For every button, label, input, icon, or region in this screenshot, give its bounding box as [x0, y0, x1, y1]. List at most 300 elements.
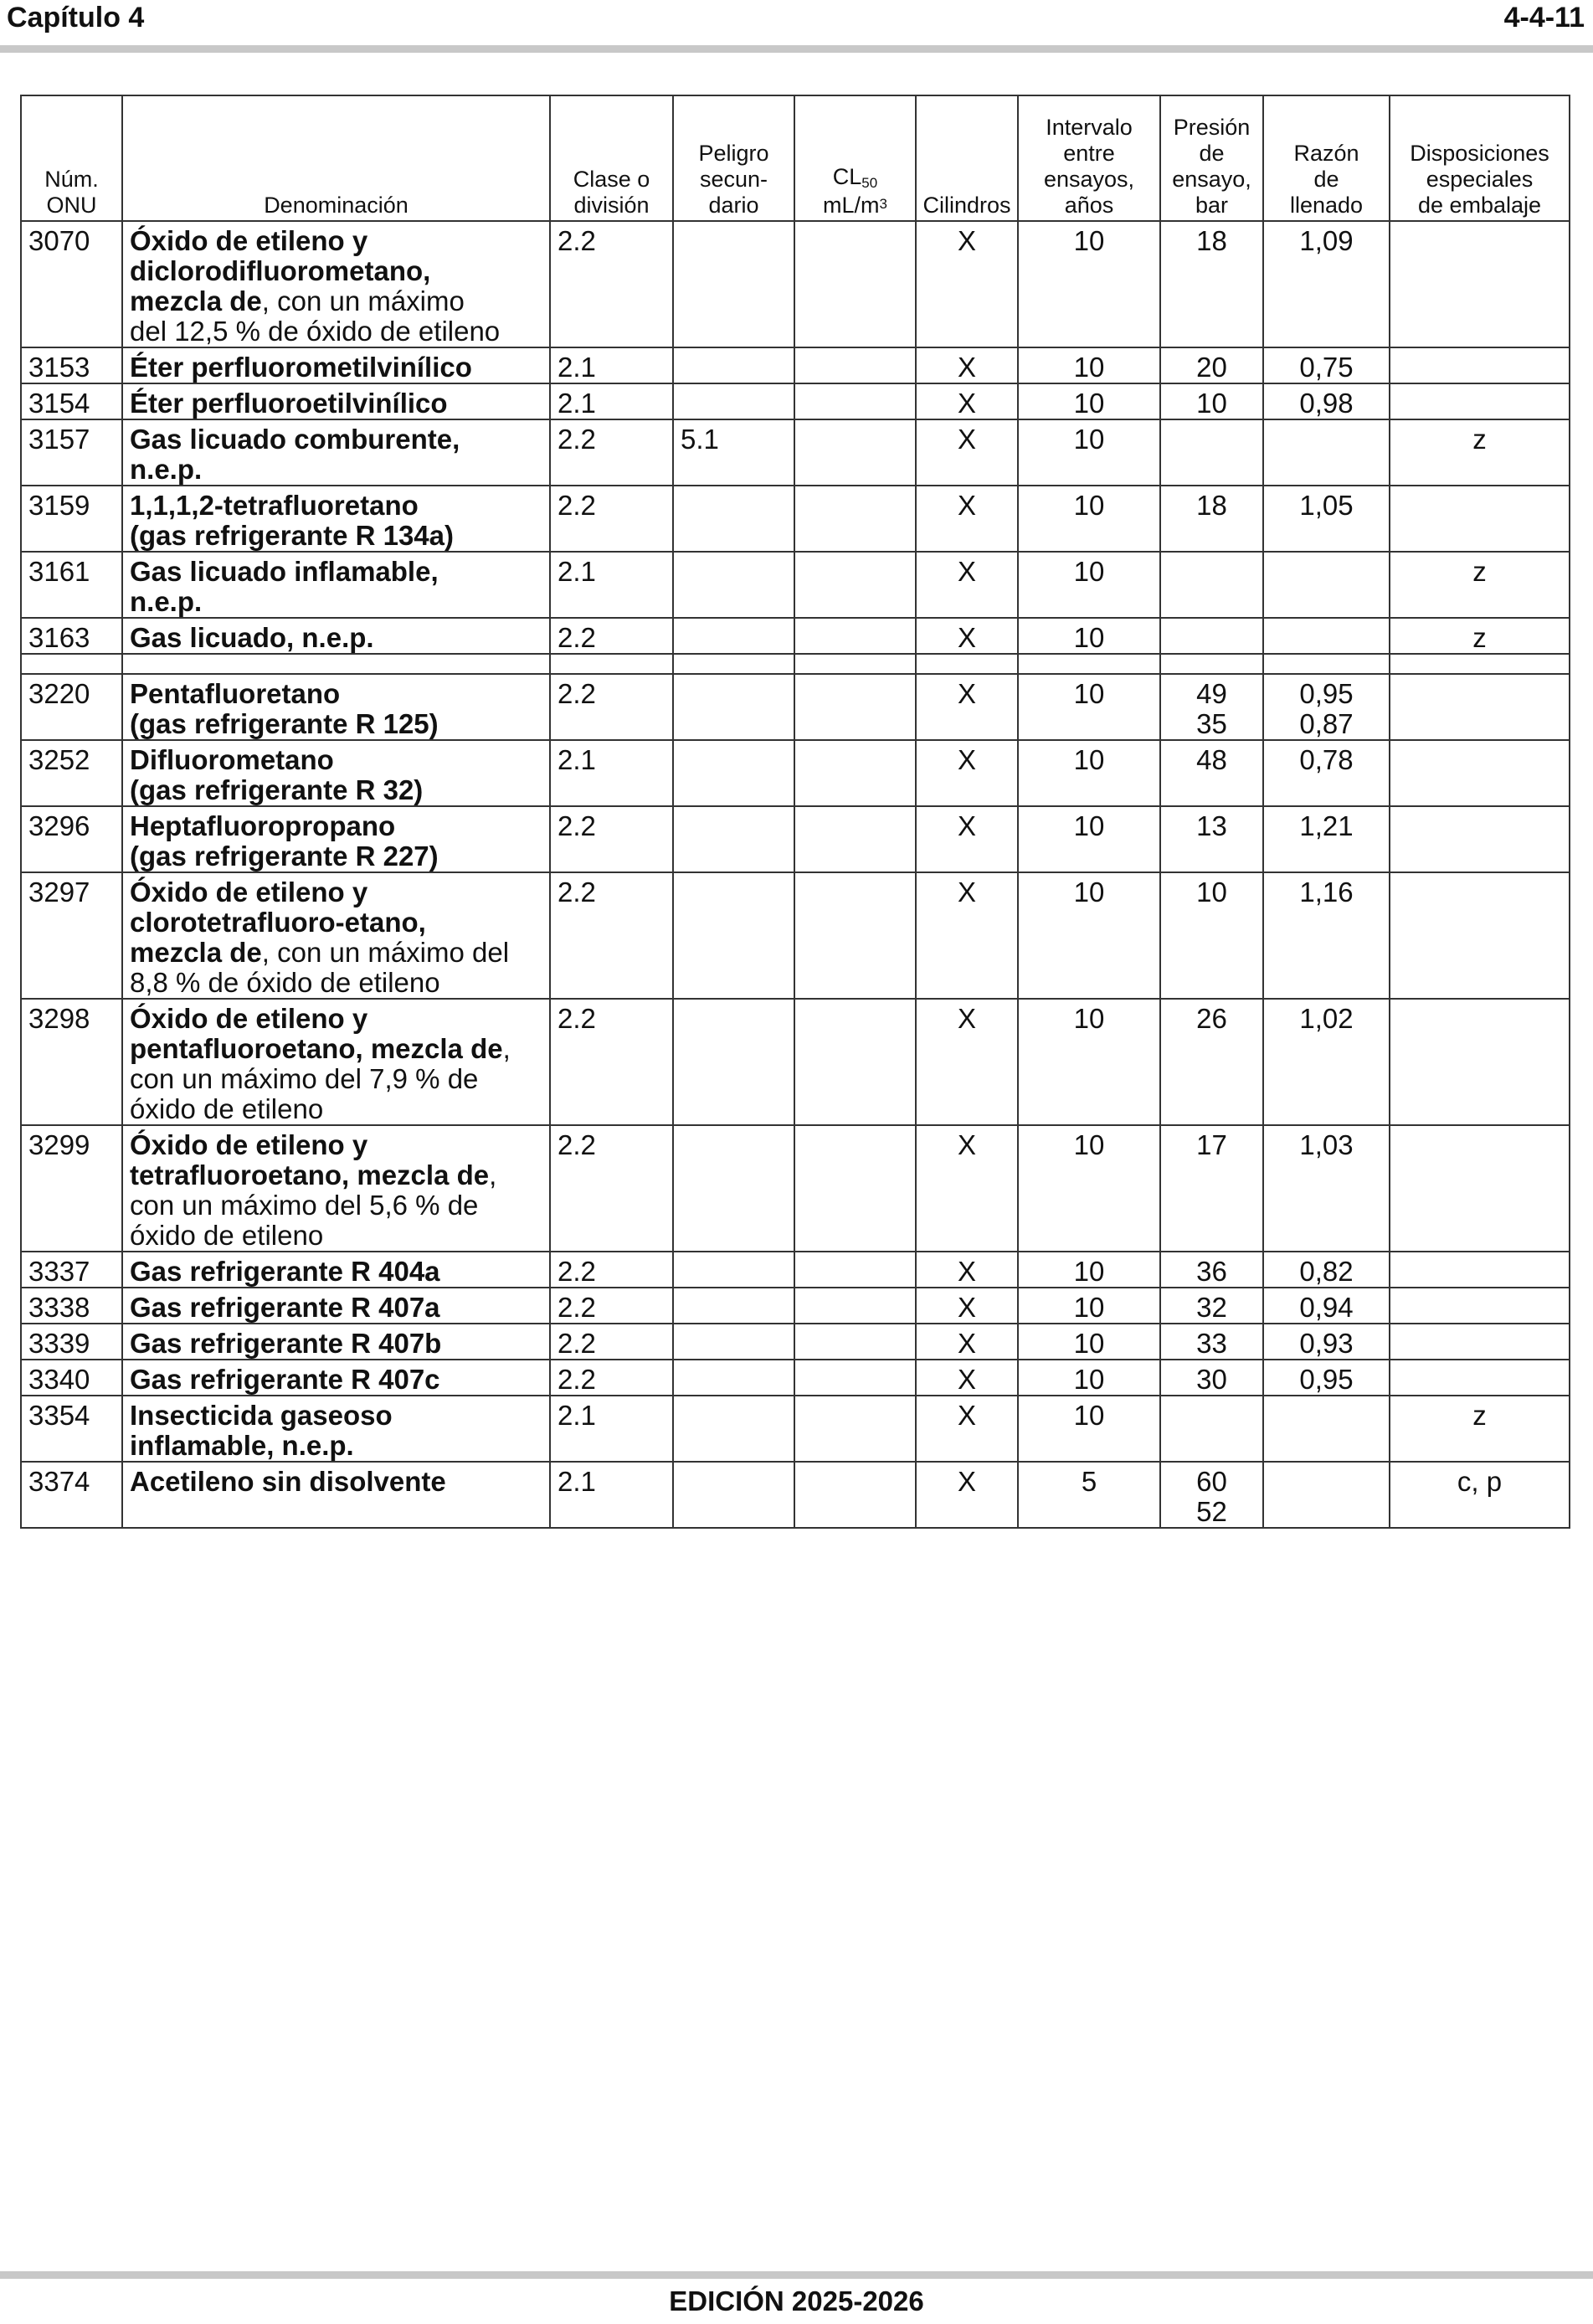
bold-name-text: mezcla de [130, 937, 262, 968]
cell-class: 2.1 [550, 383, 673, 419]
denomination-line [130, 1257, 542, 1287]
table-row [21, 1462, 1570, 1528]
cell-test-pressure: 13 [1160, 806, 1263, 872]
cell-test-interval: 10 [1018, 999, 1160, 1125]
cell-filling-ratio: 1,16 [1263, 872, 1390, 999]
col-header-denomination [122, 95, 550, 221]
spacer-cell [916, 654, 1018, 674]
plain-name-text: óxido de etileno [130, 1093, 324, 1124]
cell-class: 2.2 [550, 1252, 673, 1288]
bold-name-text: (gas refrigerante R 227) [130, 841, 439, 872]
cell-un-number: 3337 [21, 1252, 122, 1288]
col-header-special-provisions [1390, 95, 1570, 221]
cell-denomination [122, 740, 550, 806]
cell-lc50 [794, 486, 916, 552]
cell-class: 2.2 [550, 486, 673, 552]
denomination-line [130, 1467, 542, 1497]
header-text: Denominación [264, 193, 409, 218]
cell-un-number: 3157 [21, 419, 122, 486]
bold-name-text: Óxido de etileno y [130, 1129, 368, 1160]
cell-denomination [122, 674, 550, 740]
cell-test-pressure: 10 [1160, 872, 1263, 999]
cell-test-interval: 10 [1018, 1288, 1160, 1324]
bold-name-text: Gas refrigerante R 404a [130, 1256, 440, 1287]
cell-un-number: 3374 [21, 1462, 122, 1528]
table-row-spacer [21, 654, 1570, 674]
denomination-line [130, 877, 542, 907]
cell-test-interval: 10 [1018, 1125, 1160, 1252]
cell-un-number: 3338 [21, 1288, 122, 1324]
cell-subsidiary-hazard: 5.1 [673, 419, 794, 486]
denomination-line [130, 1401, 542, 1431]
table-row [21, 999, 1570, 1125]
bold-name-text: mezcla de [130, 285, 262, 316]
cell-value-line: 49 [1196, 678, 1227, 709]
cell-test-pressure: 18 [1160, 221, 1263, 347]
table-row [21, 221, 1570, 347]
cell-test-interval: 10 [1018, 419, 1160, 486]
cell-subsidiary-hazard [673, 552, 794, 618]
cell-special-provisions [1390, 1125, 1570, 1252]
cell-lc50 [794, 618, 916, 654]
cell-cylinders: X [916, 1396, 1018, 1462]
cell-subsidiary-hazard [673, 1360, 794, 1396]
denomination-line [130, 938, 542, 968]
cell-denomination [122, 486, 550, 552]
cell-filling-ratio [1263, 618, 1390, 654]
cell-subsidiary-hazard [673, 347, 794, 383]
cell-test-interval: 10 [1018, 486, 1160, 552]
denomination-line [130, 811, 542, 841]
col-header-subsidiary-hazard [673, 95, 794, 221]
cell-special-provisions [1390, 872, 1570, 999]
denomination-line [130, 1221, 542, 1251]
cell-subsidiary-hazard [673, 1288, 794, 1324]
cell-cylinders: X [916, 806, 1018, 872]
header-text: Intervalo [1046, 115, 1133, 140]
cell-filling-ratio [1263, 419, 1390, 486]
cell-lc50 [794, 740, 916, 806]
cell-lc50 [794, 347, 916, 383]
header-text: ONU [46, 193, 97, 218]
bold-name-text: Gas refrigerante R 407a [130, 1292, 440, 1323]
col-header-un-number [21, 95, 122, 221]
header-text: Cilindros [922, 193, 1011, 218]
header-text: entre [1063, 141, 1115, 166]
header-text: Razón [1293, 141, 1359, 166]
denomination-line [130, 286, 542, 316]
plain-name-text: , con un máximo del [261, 937, 510, 968]
cell-special-provisions [1390, 383, 1570, 419]
cell-special-provisions [1390, 1324, 1570, 1360]
denomination-line [130, 1034, 542, 1064]
cell-special-provisions [1390, 347, 1570, 383]
header-text: Peligro [698, 141, 769, 166]
col-header-filling-ratio [1263, 95, 1390, 221]
header-text: bar [1195, 193, 1229, 218]
cell-special-provisions [1390, 221, 1570, 347]
footer-divider [0, 2271, 1593, 2279]
cell-value-line: 0,95 [1299, 678, 1354, 709]
cell-subsidiary-hazard [673, 674, 794, 740]
cell-denomination [122, 419, 550, 486]
cell-test-interval: 10 [1018, 806, 1160, 872]
bold-name-text: Éter perfluorometilvinílico [130, 352, 472, 383]
plain-name-text: , con un máximo [261, 285, 465, 316]
table-header-row [21, 95, 1570, 221]
table-row [21, 1396, 1570, 1462]
cell-lc50 [794, 806, 916, 872]
cell-denomination [122, 1324, 550, 1360]
bold-name-text: clorotetrafluoro-etano, [130, 907, 426, 938]
cell-special-provisions [1390, 806, 1570, 872]
denomination-line [130, 521, 542, 551]
spacer-cell [21, 654, 122, 674]
header-text: llenado [1289, 193, 1364, 218]
bold-name-text: Pentafluoretano [130, 678, 341, 709]
cell-un-number: 3161 [21, 552, 122, 618]
cell-class: 2.2 [550, 618, 673, 654]
header-text: años [1064, 193, 1114, 218]
cell-test-interval: 10 [1018, 1396, 1160, 1462]
cell-class: 2.1 [550, 1396, 673, 1462]
cell-test-interval: 5 [1018, 1462, 1160, 1528]
cell-filling-ratio [1263, 552, 1390, 618]
denomination-line [130, 424, 542, 455]
header-text: especiales [1426, 167, 1534, 192]
denomination-line [130, 841, 542, 872]
header-text: Clase o [573, 167, 650, 192]
plain-name-text: , [502, 1033, 511, 1064]
cell-denomination [122, 999, 550, 1125]
cell-cylinders: X [916, 486, 1018, 552]
spacer-cell [794, 654, 916, 674]
bold-name-text: Gas licuado inflamable, [130, 556, 439, 587]
cell-test-pressure [1160, 1396, 1263, 1462]
bold-name-text: n.e.p. [130, 586, 203, 617]
header-text [799, 164, 912, 193]
cell-class: 2.2 [550, 806, 673, 872]
cell-un-number: 3154 [21, 383, 122, 419]
denomination-line [130, 1064, 542, 1094]
cell-denomination [122, 1360, 550, 1396]
lc50-superscript: 3 [879, 196, 887, 212]
cell-un-number: 3070 [21, 221, 122, 347]
header-text: de [1313, 167, 1339, 192]
denomination-line [130, 316, 542, 347]
cell-subsidiary-hazard [673, 221, 794, 347]
cell-filling-ratio: 1,09 [1263, 221, 1390, 347]
bold-name-text: Gas licuado, n.e.p. [130, 622, 374, 653]
cell-value-line: 52 [1196, 1496, 1227, 1527]
cell-denomination [122, 806, 550, 872]
cell-cylinders: X [916, 1252, 1018, 1288]
cell-test-pressure: 18 [1160, 486, 1263, 552]
cell-filling-ratio [1263, 674, 1390, 740]
gas-cylinder-table [20, 95, 1570, 1529]
bold-name-text: Gas refrigerante R 407c [130, 1364, 440, 1395]
spacer-cell [122, 654, 550, 674]
plain-name-text: del 12,5 % de óxido de etileno [130, 316, 501, 347]
cell-test-pressure [1160, 419, 1263, 486]
denomination-line [130, 623, 542, 653]
denomination-line [130, 455, 542, 485]
denomination-line [130, 226, 542, 256]
bold-name-text: tetrafluoroetano, mezcla de [130, 1159, 490, 1190]
plain-name-text: óxido de etileno [130, 1220, 324, 1251]
denomination-line [130, 709, 542, 739]
cell-special-provisions: z [1390, 618, 1570, 654]
header-divider [0, 45, 1593, 53]
bold-name-text: Difluorometano [130, 744, 334, 775]
header-text: ensayo, [1172, 167, 1251, 192]
col-header-lc50 [794, 95, 916, 221]
cell-subsidiary-hazard [673, 1462, 794, 1528]
table-row [21, 552, 1570, 618]
cell-denomination [122, 1125, 550, 1252]
cell-cylinders: X [916, 221, 1018, 347]
cell-subsidiary-hazard [673, 806, 794, 872]
spacer-cell [1018, 654, 1160, 674]
denomination-line [130, 775, 542, 805]
cell-test-pressure: 32 [1160, 1288, 1263, 1324]
cell-test-pressure: 26 [1160, 999, 1263, 1125]
cell-un-number: 3339 [21, 1324, 122, 1360]
cell-cylinders: X [916, 999, 1018, 1125]
cell-cylinders: X [916, 872, 1018, 999]
cell-cylinders: X [916, 618, 1018, 654]
cell-subsidiary-hazard [673, 383, 794, 419]
cell-test-interval: 10 [1018, 1252, 1160, 1288]
bold-name-text: Acetileno sin disolvente [130, 1466, 446, 1497]
table-row [21, 1324, 1570, 1360]
cell-class: 2.2 [550, 1288, 673, 1324]
cell-subsidiary-hazard [673, 1396, 794, 1462]
bold-name-text: (gas refrigerante R 125) [130, 708, 439, 739]
cell-un-number: 3159 [21, 486, 122, 552]
cell-filling-ratio: 0,93 [1263, 1324, 1390, 1360]
cell-cylinders: X [916, 1462, 1018, 1528]
cell-lc50 [794, 1252, 916, 1288]
cell-subsidiary-hazard [673, 740, 794, 806]
bold-name-text: Óxido de etileno y [130, 877, 368, 907]
col-header-class [550, 95, 673, 221]
cell-test-interval: 10 [1018, 618, 1160, 654]
spacer-cell [550, 654, 673, 674]
cell-filling-ratio: 0,75 [1263, 347, 1390, 383]
cell-value-line: 60 [1196, 1466, 1227, 1497]
bold-name-text: Óxido de etileno y [130, 1003, 368, 1034]
bold-name-text: Gas refrigerante R 407b [130, 1328, 442, 1359]
cell-lc50 [794, 419, 916, 486]
table-row [21, 347, 1570, 383]
col-header-test-pressure [1160, 95, 1263, 221]
bold-name-text: Éter perfluoroetilvinílico [130, 388, 448, 419]
cell-lc50 [794, 1125, 916, 1252]
cell-test-interval: 10 [1018, 1360, 1160, 1396]
cell-test-pressure [1160, 618, 1263, 654]
bold-name-text: (gas refrigerante R 134a) [130, 520, 454, 551]
cell-special-provisions: z [1390, 1396, 1570, 1462]
cell-filling-ratio [1263, 1396, 1390, 1462]
header-text [799, 193, 912, 219]
cell-test-pressure: 17 [1160, 1125, 1263, 1252]
table-row [21, 740, 1570, 806]
cell-filling-ratio: 0,78 [1263, 740, 1390, 806]
header-text: dario [708, 193, 759, 218]
cell-un-number: 3163 [21, 618, 122, 654]
cell-class: 2.2 [550, 1324, 673, 1360]
cell-denomination [122, 221, 550, 347]
lc50-label: CL [832, 164, 862, 189]
denomination-line [130, 745, 542, 775]
bold-name-text: pentafluoroetano, mezcla de [130, 1033, 503, 1064]
plain-name-text: 8,8 % de óxido de etileno [130, 967, 440, 998]
table-row [21, 486, 1570, 552]
header-text: de embalaje [1417, 193, 1542, 218]
cell-test-pressure [1160, 674, 1263, 740]
cell-test-pressure: 33 [1160, 1324, 1263, 1360]
cell-special-provisions [1390, 674, 1570, 740]
cell-value-line: 35 [1196, 708, 1227, 739]
table-row [21, 1125, 1570, 1252]
bold-name-text: 1,1,1,2-tetrafluoretano [130, 490, 419, 521]
header-text: Presión [1173, 115, 1251, 140]
cell-denomination [122, 618, 550, 654]
cell-test-interval: 10 [1018, 872, 1160, 999]
lc50-unit: mL/m [823, 193, 880, 218]
cell-class: 2.2 [550, 221, 673, 347]
cell-cylinders: X [916, 1288, 1018, 1324]
cell-filling-ratio: 0,94 [1263, 1288, 1390, 1324]
cell-test-interval: 10 [1018, 674, 1160, 740]
cell-un-number: 3296 [21, 806, 122, 872]
cell-class: 2.1 [550, 552, 673, 618]
header-text: Disposiciones [1410, 141, 1549, 166]
denomination-line [130, 679, 542, 709]
cell-test-interval: 10 [1018, 347, 1160, 383]
cell-class: 2.1 [550, 1462, 673, 1528]
cell-denomination [122, 872, 550, 999]
cell-un-number: 3340 [21, 1360, 122, 1396]
cell-filling-ratio: 0,82 [1263, 1252, 1390, 1288]
cell-filling-ratio: 1,21 [1263, 806, 1390, 872]
cell-un-number: 3252 [21, 740, 122, 806]
table-row [21, 1360, 1570, 1396]
cell-denomination [122, 1288, 550, 1324]
header-text: secun- [699, 167, 768, 192]
cell-special-provisions: z [1390, 419, 1570, 486]
cell-special-provisions [1390, 740, 1570, 806]
denomination-line [130, 388, 542, 419]
cell-cylinders: X [916, 1360, 1018, 1396]
denomination-line [130, 1160, 542, 1190]
cell-cylinders: X [916, 1125, 1018, 1252]
bold-name-text: diclorodifluorometano, [130, 255, 431, 286]
cell-cylinders: X [916, 383, 1018, 419]
denomination-line [130, 968, 542, 998]
denomination-line [130, 1130, 542, 1160]
header-text: Núm. [44, 167, 99, 192]
cell-denomination [122, 1462, 550, 1528]
cell-subsidiary-hazard [673, 1324, 794, 1360]
cell-test-interval: 10 [1018, 221, 1160, 347]
spacer-cell [1390, 654, 1570, 674]
cell-class: 2.2 [550, 674, 673, 740]
cell-class: 2.2 [550, 1125, 673, 1252]
table-row [21, 1252, 1570, 1288]
cell-special-provisions: c, p [1390, 1462, 1570, 1528]
denomination-line [130, 587, 542, 617]
table-row [21, 618, 1570, 654]
cell-denomination [122, 1252, 550, 1288]
table-body [21, 221, 1570, 1528]
cell-test-pressure: 20 [1160, 347, 1263, 383]
bold-name-text: (gas refrigerante R 32) [130, 774, 424, 805]
table-row [21, 872, 1570, 999]
cell-lc50 [794, 1462, 916, 1528]
cell-cylinders: X [916, 740, 1018, 806]
cell-class: 2.2 [550, 419, 673, 486]
cell-denomination [122, 383, 550, 419]
cell-test-interval: 10 [1018, 552, 1160, 618]
cell-class: 2.1 [550, 347, 673, 383]
col-header-test-interval [1018, 95, 1160, 221]
cell-cylinders: X [916, 552, 1018, 618]
spacer-cell [1263, 654, 1390, 674]
bold-name-text: Heptafluoropropano [130, 810, 396, 841]
cell-test-interval: 10 [1018, 1324, 1160, 1360]
table-row [21, 419, 1570, 486]
cell-lc50 [794, 1396, 916, 1462]
cell-lc50 [794, 872, 916, 999]
cell-filling-ratio: 1,02 [1263, 999, 1390, 1125]
cell-un-number: 3153 [21, 347, 122, 383]
denomination-line [130, 1004, 542, 1034]
cell-filling-ratio: 1,03 [1263, 1125, 1390, 1252]
cell-special-provisions [1390, 1288, 1570, 1324]
cell-lc50 [794, 221, 916, 347]
chapter-title: Capítulo 4 [7, 2, 145, 33]
denomination-line [130, 1431, 542, 1461]
cell-un-number: 3354 [21, 1396, 122, 1462]
bold-name-text: n.e.p. [130, 454, 203, 485]
denomination-line [130, 352, 542, 383]
cell-denomination [122, 347, 550, 383]
denomination-line [130, 557, 542, 587]
page-number: 4-4-11 [1503, 2, 1585, 33]
cell-lc50 [794, 999, 916, 1125]
cell-class: 2.2 [550, 1360, 673, 1396]
cell-subsidiary-hazard [673, 1252, 794, 1288]
cell-test-pressure: 36 [1160, 1252, 1263, 1288]
header-text: división [573, 193, 650, 218]
cell-filling-ratio: 0,98 [1263, 383, 1390, 419]
bold-name-text: Óxido de etileno y [130, 225, 368, 256]
table-row [21, 674, 1570, 740]
plain-name-text: con un máximo del 7,9 % de [130, 1063, 479, 1094]
lc50-subscript: 50 [861, 175, 878, 191]
denomination-line [130, 491, 542, 521]
table-row [21, 383, 1570, 419]
denomination-line [130, 907, 542, 938]
denomination-line [130, 1329, 542, 1359]
cell-special-provisions [1390, 486, 1570, 552]
cell-special-provisions [1390, 1360, 1570, 1396]
cell-special-provisions: z [1390, 552, 1570, 618]
cell-cylinders: X [916, 347, 1018, 383]
cell-class: 2.1 [550, 740, 673, 806]
